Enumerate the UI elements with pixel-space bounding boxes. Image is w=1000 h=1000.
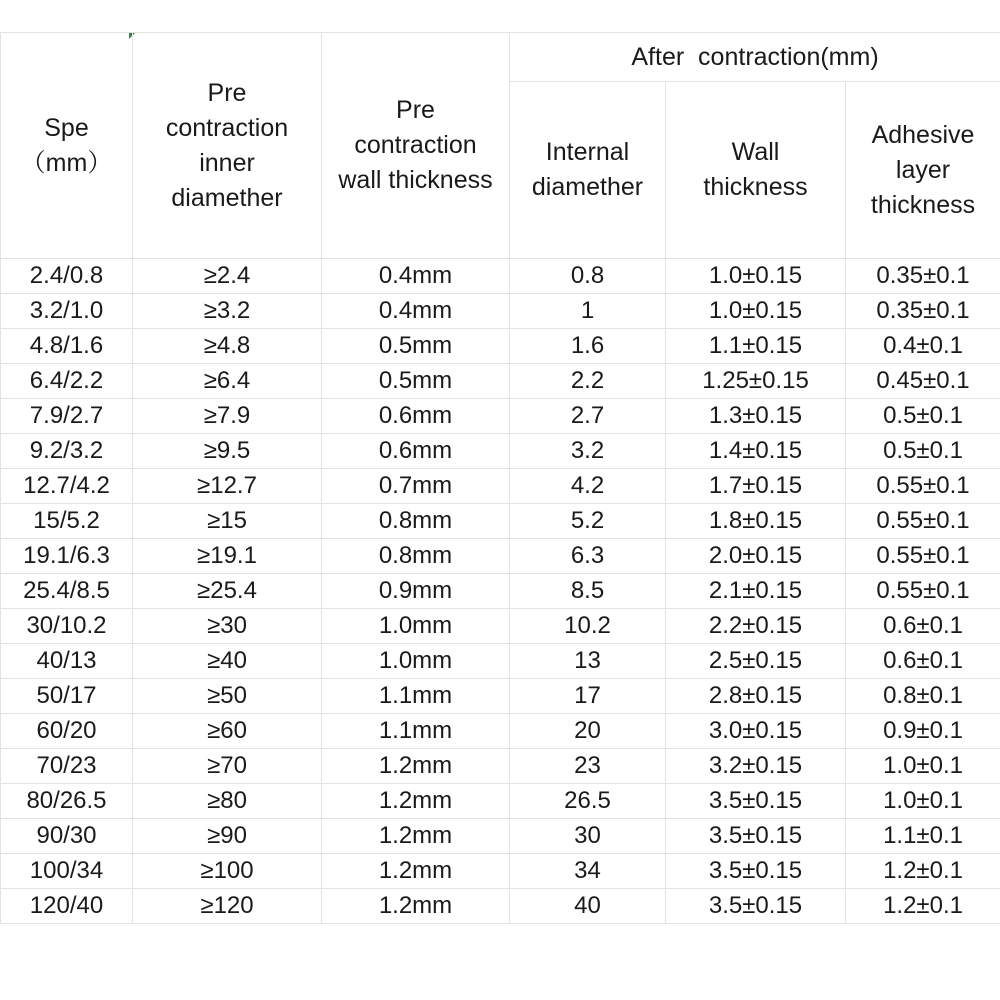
header-line: thickness xyxy=(703,173,808,201)
table-row xyxy=(1,609,1000,644)
header-row-top xyxy=(1,33,1000,82)
cell-internal: 2.7 xyxy=(510,399,666,434)
table-row xyxy=(1,889,1000,924)
cell-wall: 3.5±0.15 xyxy=(666,889,846,924)
table-row xyxy=(1,364,1000,399)
header-line: inner xyxy=(199,148,255,177)
table-row xyxy=(1,539,1000,574)
cell-pre-wall: 1.2mm xyxy=(322,854,510,889)
cell-spe: 7.9/2.7 xyxy=(1,399,133,434)
cell-adhesive: 1.2±0.1 xyxy=(846,854,1000,889)
cell-adhesive: 1.2±0.1 xyxy=(846,889,1000,924)
cell-pre-inner: ≥30 xyxy=(133,609,322,644)
cell-pre-wall: 1.2mm xyxy=(322,784,510,819)
cell-pre-wall: 1.0mm xyxy=(322,644,510,679)
cell-adhesive: 0.5±0.1 xyxy=(846,434,1000,469)
cell-internal: 13 xyxy=(510,644,666,679)
table-row xyxy=(1,434,1000,469)
cell-pre-wall: 0.7mm xyxy=(322,469,510,504)
cell-internal: 1.6 xyxy=(510,329,666,364)
cell-wall: 2.2±0.15 xyxy=(666,609,846,644)
header-line: wall thickness xyxy=(338,166,493,194)
header-line: diamether xyxy=(171,183,283,212)
header-line: Pre xyxy=(396,96,435,124)
cell-adhesive: 0.9±0.1 xyxy=(846,714,1000,749)
cell-spe: 15/5.2 xyxy=(1,504,133,539)
cell-pre-inner: ≥12.7 xyxy=(133,469,322,504)
header-after-wall xyxy=(666,82,846,259)
cell-adhesive: 0.35±0.1 xyxy=(846,259,1000,294)
header-line: contraction xyxy=(354,131,477,159)
cell-internal: 17 xyxy=(510,679,666,714)
cell-spe: 50/17 xyxy=(1,679,133,714)
cell-pre-wall: 0.4mm xyxy=(322,294,510,329)
header-line: （mm） xyxy=(20,148,113,177)
cell-spe: 70/23 xyxy=(1,749,133,784)
cell-pre-inner: ≥4.8 xyxy=(133,329,322,364)
cell-spe: 19.1/6.3 xyxy=(1,539,133,574)
cell-pre-wall: 0.5mm xyxy=(322,364,510,399)
cell-adhesive: 0.8±0.1 xyxy=(846,679,1000,714)
cell-internal: 1 xyxy=(510,294,666,329)
cell-wall: 3.5±0.15 xyxy=(666,819,846,854)
cell-internal: 34 xyxy=(510,854,666,889)
cell-wall: 1.1±0.15 xyxy=(666,329,846,364)
cell-pre-inner: ≥9.5 xyxy=(133,434,322,469)
cell-pre-wall: 0.8mm xyxy=(322,539,510,574)
cell-pre-inner: ≥90 xyxy=(133,819,322,854)
table-row xyxy=(1,469,1000,504)
header-after-internal xyxy=(510,82,666,259)
cell-wall: 1.7±0.15 xyxy=(666,469,846,504)
cell-wall: 2.0±0.15 xyxy=(666,539,846,574)
cell-adhesive: 0.55±0.1 xyxy=(846,504,1000,539)
cell-pre-inner: ≥70 xyxy=(133,749,322,784)
cell-internal: 20 xyxy=(510,714,666,749)
cell-pre-inner: ≥15 xyxy=(133,504,322,539)
cell-adhesive: 0.55±0.1 xyxy=(846,469,1000,504)
cell-pre-wall: 1.0mm xyxy=(322,609,510,644)
cell-pre-wall: 0.8mm xyxy=(322,504,510,539)
cell-spe: 12.7/4.2 xyxy=(1,469,133,504)
cell-internal: 2.2 xyxy=(510,364,666,399)
table-row xyxy=(1,714,1000,749)
cell-wall: 1.8±0.15 xyxy=(666,504,846,539)
cell-spe: 60/20 xyxy=(1,714,133,749)
cell-pre-inner: ≥19.1 xyxy=(133,539,322,574)
cell-pre-inner: ≥6.4 xyxy=(133,364,322,399)
cell-pre-inner: ≥7.9 xyxy=(133,399,322,434)
cell-adhesive: 0.4±0.1 xyxy=(846,329,1000,364)
header-line: Internal xyxy=(545,138,630,166)
cell-internal: 23 xyxy=(510,749,666,784)
spec-table xyxy=(0,32,1000,924)
header-line: diamether xyxy=(531,173,644,201)
cell-spe: 2.4/0.8 xyxy=(1,259,133,294)
cell-internal: 8.5 xyxy=(510,574,666,609)
header-pre-wall xyxy=(322,33,510,259)
cell-spe: 25.4/8.5 xyxy=(1,574,133,609)
cell-pre-wall: 0.4mm xyxy=(322,259,510,294)
cell-pre-inner: ≥120 xyxy=(133,889,322,924)
cell-pre-inner: ≥25.4 xyxy=(133,574,322,609)
cell-wall: 2.8±0.15 xyxy=(666,679,846,714)
cell-internal: 40 xyxy=(510,889,666,924)
table-header xyxy=(1,33,1000,259)
table-row xyxy=(1,294,1000,329)
header-line: Adhesive xyxy=(871,120,975,149)
cell-internal: 0.8 xyxy=(510,259,666,294)
cell-pre-wall: 1.2mm xyxy=(322,819,510,854)
header-line: thickness xyxy=(870,190,976,219)
cell-spe: 120/40 xyxy=(1,889,133,924)
cell-pre-wall: 1.2mm xyxy=(322,749,510,784)
cell-spe: 6.4/2.2 xyxy=(1,364,133,399)
cell-wall: 3.5±0.15 xyxy=(666,784,846,819)
cell-spe: 100/34 xyxy=(1,854,133,889)
header-pre-inner xyxy=(133,33,322,259)
cell-spe: 4.8/1.6 xyxy=(1,329,133,364)
cell-pre-inner: ≥50 xyxy=(133,679,322,714)
cell-pre-inner: ≥2.4 xyxy=(133,259,322,294)
cell-wall: 1.3±0.15 xyxy=(666,399,846,434)
cell-internal: 10.2 xyxy=(510,609,666,644)
cell-adhesive: 0.55±0.1 xyxy=(846,574,1000,609)
cell-pre-wall: 1.2mm xyxy=(322,889,510,924)
cell-internal: 4.2 xyxy=(510,469,666,504)
cell-adhesive: 1.0±0.1 xyxy=(846,784,1000,819)
cell-pre-wall: 0.5mm xyxy=(322,329,510,364)
cell-wall: 2.5±0.15 xyxy=(666,644,846,679)
header-after-group xyxy=(510,33,1000,82)
table-row xyxy=(1,504,1000,539)
cell-pre-wall: 1.1mm xyxy=(322,679,510,714)
cell-internal: 26.5 xyxy=(510,784,666,819)
cell-pre-wall: 0.9mm xyxy=(322,574,510,609)
table-row xyxy=(1,399,1000,434)
cell-wall: 3.0±0.15 xyxy=(666,714,846,749)
cell-internal: 6.3 xyxy=(510,539,666,574)
table-row xyxy=(1,644,1000,679)
cell-pre-inner: ≥80 xyxy=(133,784,322,819)
header-after-adhesive xyxy=(846,82,1000,259)
cell-spe: 9.2/3.2 xyxy=(1,434,133,469)
cell-spe: 90/30 xyxy=(1,819,133,854)
cell-internal: 30 xyxy=(510,819,666,854)
cell-wall: 1.0±0.15 xyxy=(666,259,846,294)
table-row xyxy=(1,749,1000,784)
cell-internal: 3.2 xyxy=(510,434,666,469)
header-line: Pre xyxy=(207,78,247,107)
cell-wall: 3.2±0.15 xyxy=(666,749,846,784)
cell-adhesive: 0.35±0.1 xyxy=(846,294,1000,329)
header-line: Wall xyxy=(731,138,780,166)
cell-wall: 1.0±0.15 xyxy=(666,294,846,329)
table-row xyxy=(1,854,1000,889)
header-spe xyxy=(1,33,133,259)
cell-pre-wall: 1.1mm xyxy=(322,714,510,749)
cell-spe: 3.2/1.0 xyxy=(1,294,133,329)
cell-adhesive: 0.6±0.1 xyxy=(846,609,1000,644)
table-row xyxy=(1,784,1000,819)
cell-adhesive: 0.5±0.1 xyxy=(846,399,1000,434)
table-row xyxy=(1,819,1000,854)
cell-pre-inner: ≥3.2 xyxy=(133,294,322,329)
table-row xyxy=(1,259,1000,294)
cell-internal: 5.2 xyxy=(510,504,666,539)
table-row xyxy=(1,679,1000,714)
header-line: contraction xyxy=(165,113,289,142)
cell-adhesive: 0.55±0.1 xyxy=(846,539,1000,574)
table-body xyxy=(1,259,1000,924)
header-line: Spe xyxy=(44,113,89,142)
cell-adhesive: 1.0±0.1 xyxy=(846,749,1000,784)
header-line: layer xyxy=(895,155,951,184)
table-row xyxy=(1,329,1000,364)
cell-adhesive: 0.45±0.1 xyxy=(846,364,1000,399)
cell-pre-wall: 0.6mm xyxy=(322,434,510,469)
cell-pre-inner: ≥60 xyxy=(133,714,322,749)
table-row xyxy=(1,574,1000,609)
cell-pre-wall: 0.6mm xyxy=(322,399,510,434)
cell-wall: 2.1±0.15 xyxy=(666,574,846,609)
cell-spe: 30/10.2 xyxy=(1,609,133,644)
cell-spe: 80/26.5 xyxy=(1,784,133,819)
cell-wall: 1.4±0.15 xyxy=(666,434,846,469)
cell-wall: 3.5±0.15 xyxy=(666,854,846,889)
header-line: After contraction(mm) xyxy=(631,42,879,71)
cell-pre-inner: ≥40 xyxy=(133,644,322,679)
cell-adhesive: 1.1±0.1 xyxy=(846,819,1000,854)
cell-wall: 1.25±0.15 xyxy=(666,364,846,399)
cell-pre-inner: ≥100 xyxy=(133,854,322,889)
cell-adhesive: 0.6±0.1 xyxy=(846,644,1000,679)
cell-spe: 40/13 xyxy=(1,644,133,679)
